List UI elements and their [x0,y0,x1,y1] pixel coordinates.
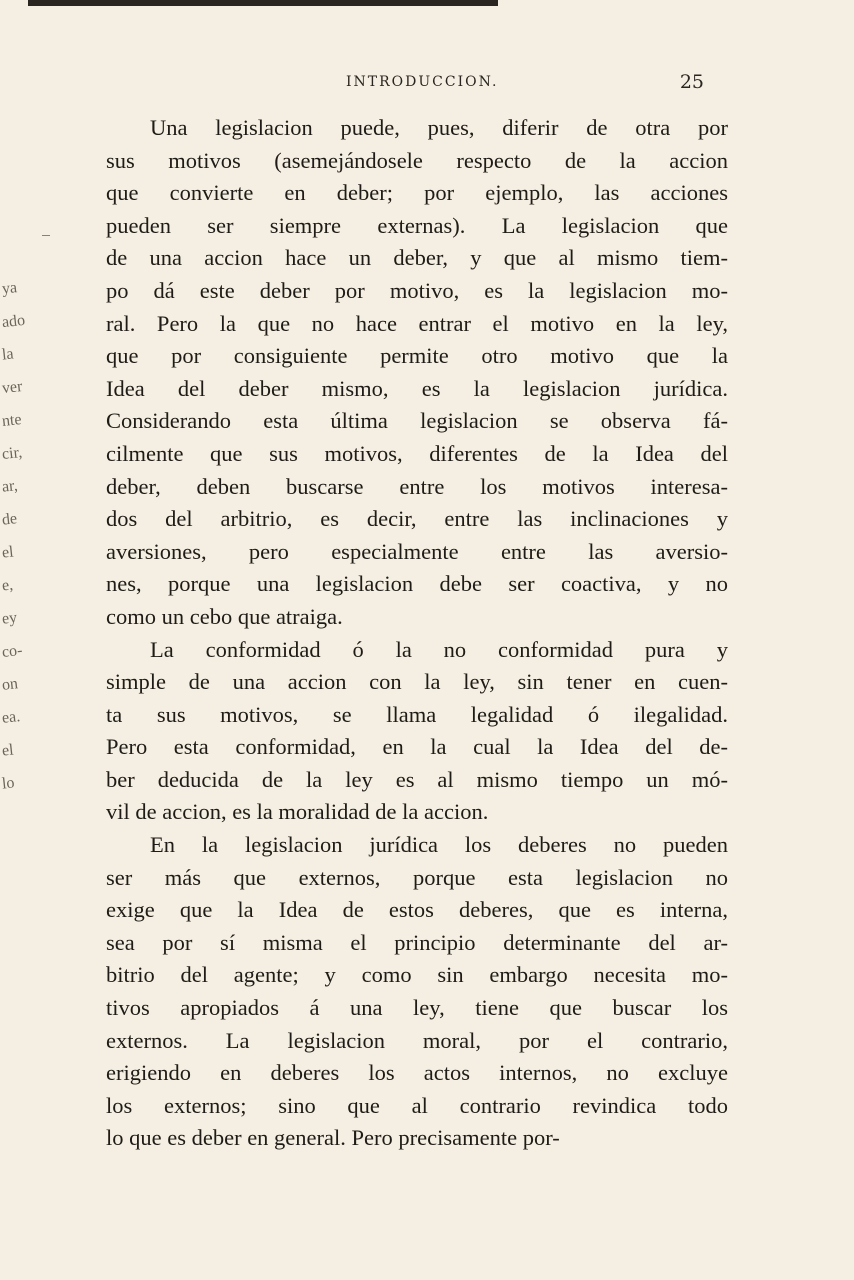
text-line: vil de accion, es la moralidad de la accion. [106,799,489,825]
text-line: ta sus motivos, se llama legalidad ó ilegalidad. [106,701,728,727]
text-line: Una legislacion puede, pues, diferir de otra por [150,115,728,140]
text-line: erigiendo en deberes los actos internos, no excluye [106,1060,728,1086]
facing-page-bleed [0,279,26,1180]
text-line: ser más que externos, porque esta legislacion no [106,864,728,890]
text-line: como un cebo que atraiga. [106,603,343,629]
text-line: exige que la Idea de estos deberes, que es interna, [106,897,728,923]
text-line: sea por sí misma el principio determinante del ar- [106,929,728,955]
running-title: INTRODUCCION. [346,74,499,90]
bleed-fragment: el [1,741,15,760]
margin-mark [42,235,50,236]
text-line: dos del arbitrio, es decir, entre las inclinaciones y [106,506,728,532]
text-line: ber deducida de la ley es al mismo tiempo un mó- [106,766,728,792]
running-head [106,71,732,98]
top-rule [28,0,498,6]
text-line: Pero esta conformidad, en la cual la Idea del de- [106,734,728,760]
bleed-fragment: el [1,543,15,562]
text-line: Idea del deber mismo, es la legislacion jurídica. [106,375,728,401]
text-line: lo que es deber en general. Pero precisamente por- [106,1125,560,1151]
text-line: de una accion hace un deber, y que al mismo tiem- [106,245,728,271]
text-line: deber, deben buscarse entre los motivos interesa- [106,473,728,499]
text-line: nes, porque una legislacion debe ser coactiva, y no [106,571,728,597]
bleed-fragment: ea. [1,708,21,727]
bleed-fragment: la [1,345,15,364]
text-line: que por consiguiente permite otro motivo que la [106,343,728,369]
bleed-fragment: ar, [1,477,19,496]
text-line: simple de una accion con la ley, sin tener en cuen- [106,669,728,695]
text-line: La conformidad ó la no conformidad pura y [150,636,728,662]
bleed-fragment: ya [1,279,18,298]
text-line: los externos; sino que al contrario revindica todo [106,1092,728,1118]
text-line: externos. La legislacion moral, por el contrario, [106,1027,728,1053]
text-line: pueden ser siempre externas). La legislacion que [106,212,728,238]
text-line: Considerando esta última legislacion se observa fá- [106,408,728,434]
text-line: sus motivos (asemejándosele respecto de la accion [106,147,728,173]
bleed-fragment: on [1,675,19,694]
bleed-fragment: cir, [1,443,24,464]
body-text [106,112,728,1155]
text-line: ral. Pero la que no hace entrar el motivo en la ley, [106,310,728,336]
text-line: po dá este deber por motivo, es la legislacion mo- [106,277,728,303]
paragraph [106,829,728,1155]
bleed-fragment: ey [1,609,18,628]
paragraph [106,112,728,634]
paragraph [106,634,728,830]
text-line: que convierte en deber; por ejemplo, las acciones [106,180,728,206]
bleed-fragment: ado [1,311,26,332]
bleed-fragment: de [1,510,18,529]
page-number: 25 [679,71,704,93]
bleed-fragment: lo [1,774,16,793]
bleed-fragment: e, [1,576,14,595]
text-line: En la legislacion jurídica los deberes no pueden [150,832,728,858]
bleed-fragment: co- [1,641,24,662]
bleed-fragment: ver [1,377,24,398]
text-line: cilmente que sus motivos, diferentes de la Idea del [106,440,728,466]
text-line: bitrio del agente; y como sin embargo necesita mo- [106,962,728,988]
bleed-fragment: nte [1,411,23,430]
text-line: tivos apropiados á una ley, tiene que buscar los [106,995,728,1021]
text-line: aversiones, pero especialmente entre las aversio- [106,538,728,564]
